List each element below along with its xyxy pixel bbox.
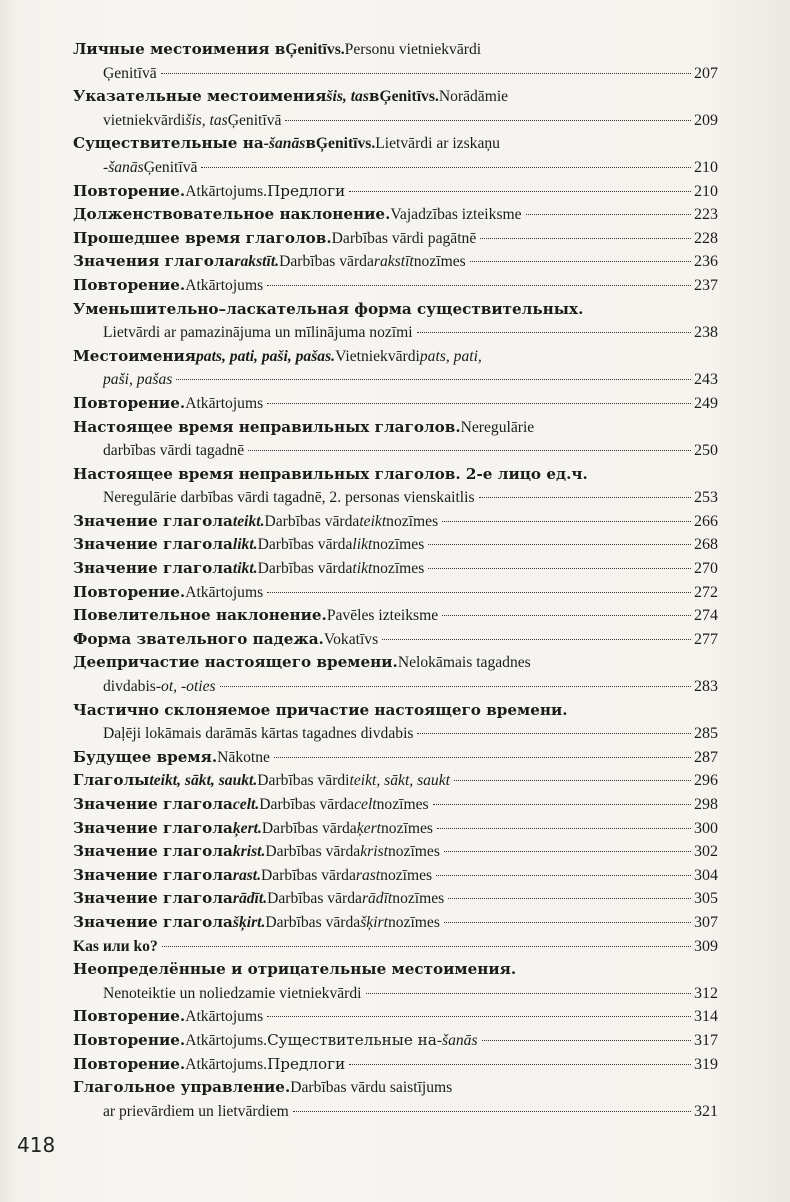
toc-page-number: 304 [694,866,718,884]
toc-entry [73,887,718,911]
toc-text-segment: Глаголы [73,771,150,790]
toc-entry [73,274,718,298]
toc-text-segment: nozīmes [387,913,440,931]
dot-leader [220,686,691,687]
toc-text-segment: Vajadzības izteiksme [390,206,522,224]
toc-text-segment: ar prievārdiem un lietvārdiem [103,1102,289,1120]
toc-entry [73,85,718,132]
toc-text-segment: likt. [232,536,258,554]
toc-page-number: 210 [694,182,718,200]
dot-leader [285,120,691,121]
toc-entry [73,1076,718,1123]
toc-entry-title-line [73,132,718,156]
toc-text-segment: nozīmes [392,890,445,908]
toc-entry [73,180,718,204]
toc-page-number: 302 [694,843,718,861]
toc-text-segment: Darbības vārda [259,796,355,813]
dot-leader [349,191,691,192]
toc-text-segment: Ģenitīvs. [285,41,345,58]
toc-page-number: 321 [694,1102,718,1120]
toc-entry-title-line [73,604,718,628]
toc-page-number: 236 [694,253,718,271]
dot-leader [161,73,691,74]
toc-text-segment: в [305,134,316,153]
toc-text-segment: šis, tas [185,111,228,129]
toc-text-segment: Ģenitīvs. [315,135,376,153]
dot-leader [454,780,691,781]
toc-text-segment: nozīmes [387,843,440,861]
toc-entry-title-line [73,38,718,62]
toc-page-number: 237 [694,276,718,294]
toc-text-segment: tikt. [232,560,258,578]
toc-page-number: 266 [694,512,718,530]
toc-entry [73,935,718,959]
dot-leader [349,1064,691,1065]
toc-entry [73,392,718,416]
toc-entry-title-line [73,958,718,982]
toc-entry-title-line [73,227,718,251]
toc-text-segment: Vietniekvārdi [335,347,420,365]
dot-leader [442,521,691,522]
toc-entry [73,557,718,581]
dot-leader [248,450,691,451]
dot-leader [428,568,691,569]
toc-text-segment: Ģenitīvā [143,158,198,176]
toc-text-segment: šķirt [360,913,388,931]
toc-page-number: 207 [694,64,718,82]
dot-leader [437,828,691,829]
toc-entry-title-line [73,746,718,770]
toc-text-segment: Atkārtojums [185,276,264,294]
toc-entry-continuation-line [73,982,718,1006]
toc-entry-title-line [73,793,718,817]
toc-text-segment: Предлоги [267,1054,346,1073]
toc-text-segment: Значение глагола [73,535,233,554]
toc-entry-title-line [73,250,718,274]
toc-entry-continuation-line [73,439,718,463]
toc-entry-title-line [73,392,718,416]
toc-text-segment: Nelokāmais tagadnes [397,654,531,672]
dot-leader [417,733,691,734]
toc-entry [73,651,718,698]
toc-text-segment: Kas или ko? [73,937,158,955]
toc-entry-continuation-line [73,109,718,133]
dot-leader [442,615,691,616]
toc-page-number: 274 [694,607,718,625]
toc-entry-title-line [73,510,718,534]
toc-text-segment: Darbības vārda [265,913,361,931]
toc-entry [73,746,718,770]
toc-text-segment: Значение глагола [73,795,233,813]
dot-leader [201,167,691,168]
toc-text-segment: Pavēles izteiksme [326,607,439,625]
dot-leader [274,757,691,758]
toc-entry [73,203,718,227]
toc-entry-continuation-line [73,1100,718,1124]
toc-entry-title-line [73,769,718,793]
toc-page-number: 270 [694,560,718,578]
toc-text-segment: divdabis [103,678,156,696]
toc-text-segment: darbības vārdi tagadnē [103,442,245,460]
toc-text-segment: Darbības vārdi pagātnē [331,229,477,247]
toc-entry-continuation-line [73,156,718,180]
toc-text-segment: Настоящее время неправильных глаголов. [73,417,461,436]
toc-entry-title-line [73,840,718,864]
toc-text-segment: Предлоги [267,181,346,200]
toc-entry-title-line [73,1076,718,1100]
toc-page-number: 268 [694,536,718,554]
dot-leader [267,592,691,593]
toc-page-number: 209 [694,111,718,129]
toc-text-segment: Lietvārdi ar pamazinājuma un mīlinājuma nozīmi [103,324,413,342]
toc-text-segment: Darbības vārda [257,560,353,578]
toc-text-segment: Norādāmie [438,88,509,106]
toc-entry-title-line [73,628,718,652]
toc-page-number: 253 [694,489,718,507]
toc-text-segment: в [368,87,380,106]
toc-text-segment: Будущее время. [73,747,218,766]
toc-page-number: 238 [694,324,718,342]
toc-text-segment: Darbības vārda [261,866,356,884]
toc-text-segment: Neregulārie darbības vārdi tagadnē, 2. personas vienskaitlis [103,489,475,507]
toc-page-number: 249 [694,394,718,412]
toc-entry-title-line [73,1029,718,1053]
toc-page-number: 283 [694,678,718,696]
toc-text-segment: Darbības vārda [279,253,374,271]
toc-entry-title-line [73,651,718,675]
toc-page-number: 287 [694,748,718,766]
toc-entry-title-line [73,581,718,605]
dot-leader [436,875,691,876]
toc-entry-title-line [73,817,718,841]
toc-entry-continuation-line [73,321,718,345]
toc-entry-title-line [73,887,718,911]
toc-text-segment: ķert. [232,819,262,837]
dot-leader [470,261,691,262]
toc-text-segment: nozīmes [376,796,429,813]
toc-text-segment: Повторение. [73,1054,186,1073]
toc-text-segment: -šanās [263,135,306,153]
dot-leader [479,497,691,498]
toc-entry-continuation-line [73,722,718,746]
toc-text-segment: Nākotne [217,748,270,766]
toc-page-number: 285 [694,725,718,743]
toc-text-segment: teikt, sākt, saukt. [149,772,258,790]
toc-page-number: 250 [694,442,718,460]
dot-leader [382,639,691,640]
toc-text-segment: Darbības vārda [265,843,361,861]
toc-text-segment: Указательные местоимения [73,87,327,106]
toc-page-number: 272 [694,583,718,601]
toc-text-segment: Vokatīvs [323,630,379,648]
toc-text-segment: rakstīt [373,253,414,271]
toc-text-segment: celt [354,796,377,813]
toc-text-segment: nozīmes [386,512,439,530]
toc-text-segment: Повторение. [73,393,186,412]
toc-text-segment: Darbības vārda [264,512,360,530]
toc-text-segment: Darbības vārdu saistījums [290,1079,453,1097]
toc-text-segment: Неопределённые и отрицательные местоимения. [73,960,517,979]
toc-text-segment: Значение глагола [73,559,233,578]
dot-leader [176,379,691,380]
toc-text-segment: Atkārtojums. [185,1055,268,1073]
toc-text-segment: teikt [359,512,387,530]
toc-text-segment: rādīt [361,890,393,908]
toc-text-segment: nozīmes [413,253,466,271]
toc-text-segment: Уменьшительно–ласкательная форма существительных. [73,299,584,318]
toc-text-segment: nozīmes [372,536,425,554]
toc-entry [73,1053,718,1077]
toc-page-number: 210 [694,158,718,176]
dot-leader [267,285,691,286]
toc-page-number: 223 [694,206,718,224]
toc-page-number: 319 [694,1055,718,1073]
toc-text-segment: pats, pati, paši, pašas. [195,347,336,365]
toc-text-segment: rakstīt. [234,253,280,271]
toc-page-number: 312 [694,984,718,1002]
toc-text-segment: Деепричастие настоящего времени. [73,653,398,672]
toc-text-segment: Повелительное наклонение. [73,606,327,625]
toc-text-segment: -ot, -oties [155,678,216,696]
toc-page-number: 317 [694,1031,718,1049]
toc-text-segment: Ģenitīvā [103,64,157,82]
toc-entry [73,463,718,510]
toc-entry-title-line [73,1053,718,1077]
toc-entry-title-line [73,203,718,227]
toc-entry [73,250,718,274]
toc-entry-title-line [73,557,718,581]
toc-entry-title-line [73,463,718,487]
toc-text-segment: teikt, sākt, saukt [349,772,450,790]
toc-text-segment: Значение глагола [73,912,233,931]
dot-leader [448,898,691,899]
toc-text-segment: Atkārtojums [185,394,264,412]
toc-entry [73,604,718,628]
toc-entry-title-line [73,274,718,298]
toc-text-segment: teikt. [232,512,265,530]
toc-text-segment: Частично склоняемое причастие настоящего времени. [73,700,568,719]
toc-text-segment: vietniekvārdi [103,111,186,129]
toc-text-segment: Darbības vārdi [257,772,350,790]
toc-text-segment: Ģenitīvā [227,111,282,129]
table-of-contents [73,38,718,1123]
toc-entry-continuation-line [73,486,718,510]
toc-entry-title-line [73,345,718,369]
toc-entry [73,840,718,864]
toc-text-segment: rādīt. [232,890,268,908]
toc-text-segment: krist. [232,843,266,861]
toc-entry-continuation-line [73,675,718,699]
toc-text-segment: Значение глагола [73,865,233,884]
dot-leader [417,332,691,333]
dot-leader [428,544,691,545]
toc-text-segment: Atkārtojums [185,1008,264,1026]
toc-entry [73,510,718,534]
toc-entry [73,769,718,793]
toc-entry [73,958,718,1005]
toc-text-segment: Повторение. [73,275,186,294]
toc-entry-title-line [73,1005,718,1029]
toc-entry [73,132,718,179]
dot-leader [444,851,691,852]
toc-entry-title-line [73,298,718,322]
toc-entry [73,533,718,557]
toc-entry [73,793,718,817]
toc-entry-title-line [73,533,718,557]
toc-text-segment: Глагольное управление. [73,1078,291,1097]
toc-text-segment: Значение глагола [73,842,233,861]
toc-entry [73,911,718,935]
toc-page-number: 277 [694,630,718,648]
toc-text-segment: šis, tas [326,88,369,106]
toc-text-segment: Значение глагола [73,511,233,530]
toc-text-segment: Darbības vārda [261,819,357,837]
dot-leader [293,1111,691,1112]
toc-text-segment: Повторение. [73,582,186,601]
toc-text-segment: nozīmes [380,819,433,837]
toc-text-segment: Повторение. [73,1030,186,1049]
toc-entry [73,628,718,652]
toc-entry-title-line [73,864,718,888]
toc-text-segment: nozīmes [372,560,425,578]
toc-entry [73,38,718,85]
dot-leader [526,214,691,215]
toc-entry [73,227,718,251]
toc-text-segment: likt [352,536,373,554]
toc-text-segment: Местоимения [73,346,196,365]
dot-leader [444,922,691,923]
toc-text-segment: Значение глагола [73,889,233,908]
toc-text-segment: Ģenitīvs. [379,88,439,106]
toc-page-number: 305 [694,890,718,908]
toc-text-segment: Прошедшее время глаголов. [73,228,332,247]
dot-leader [267,403,691,404]
toc-text-segment: Daļēji lokāmais darāmās kārtas tagadnes divdabis [103,725,414,743]
toc-text-segment: nozīmes [380,866,433,884]
toc-text-segment: Atkārtojums. [185,1031,268,1049]
toc-entry [73,416,718,463]
toc-page-number: 296 [694,772,718,790]
toc-text-segment: Форма звательного падежа. [73,629,324,648]
toc-entry-title-line [73,935,718,959]
toc-text-segment: Darbības vārda [267,890,362,908]
toc-entry [73,345,718,392]
toc-text-segment: Повторение. [73,181,186,200]
toc-text-segment: Настоящее время неправильных глаголов. 2-е лицо ед.ч. [73,464,588,483]
toc-text-segment: Значения глагола [73,252,235,271]
dot-leader [267,1016,691,1017]
toc-entry-title-line [73,180,718,204]
toc-entry-title-line [73,85,718,109]
dot-leader [433,804,691,805]
toc-text-segment: Личные местоимения в [73,40,286,58]
toc-text-segment: tikt [352,560,373,578]
toc-text-segment: -šanās [103,158,144,176]
dot-leader [482,1040,691,1041]
toc-page-number: 314 [694,1008,718,1026]
toc-page-number: 307 [694,913,718,931]
dot-leader [480,238,691,239]
toc-text-segment: pats, pati, [419,347,482,365]
toc-text-segment: Atkārtojums. [185,182,268,200]
toc-page-number: 243 [694,371,718,389]
toc-entry-continuation-line [73,62,718,86]
toc-text-segment: Повторение. [73,1007,186,1026]
toc-entry [73,581,718,605]
toc-entry [73,1029,718,1053]
toc-text-segment: rast [355,866,381,884]
toc-text-segment: ķert [356,819,381,837]
page-number: 418 [17,1133,56,1157]
toc-text-segment: šķirt. [232,913,266,931]
toc-entry-title-line [73,911,718,935]
toc-text-segment: celt. [232,796,260,813]
toc-page-number: 298 [694,796,718,813]
toc-text-segment: Neregulārie [460,418,535,436]
dot-leader [162,946,691,947]
dot-leader [366,993,691,994]
toc-entry [73,817,718,841]
toc-entry-title-line [73,699,718,723]
toc-text-segment: Personu vietniekvārdi [344,41,482,58]
toc-text-segment: krist [360,843,388,861]
toc-text-segment: Значение глагола [73,818,233,837]
toc-text-segment: rast. [232,866,262,884]
toc-entry [73,699,718,746]
toc-page-number: 300 [694,819,718,837]
toc-text-segment: Atkārtojums [185,583,264,601]
toc-entry [73,864,718,888]
toc-text-segment: Существительные на [73,134,264,153]
toc-text-segment: Nenoteiktie un noliedzamie vietniekvārdi [103,984,362,1002]
toc-text-segment: paši, pašas [103,371,173,389]
toc-entry [73,298,718,345]
toc-text-segment: Долженствовательное наклонение. [73,205,391,224]
toc-entry-title-line [73,416,718,440]
toc-text-segment: Darbības vārda [257,536,353,554]
toc-text-segment: Lietvārdi ar izskaņu [375,135,500,153]
toc-page-number: 309 [694,937,718,955]
toc-page-number: 228 [694,229,718,247]
toc-text-segment: -šanās [436,1031,478,1049]
toc-text-segment: Существительные на [267,1030,437,1049]
toc-entry-continuation-line [73,368,718,392]
toc-entry [73,1005,718,1029]
